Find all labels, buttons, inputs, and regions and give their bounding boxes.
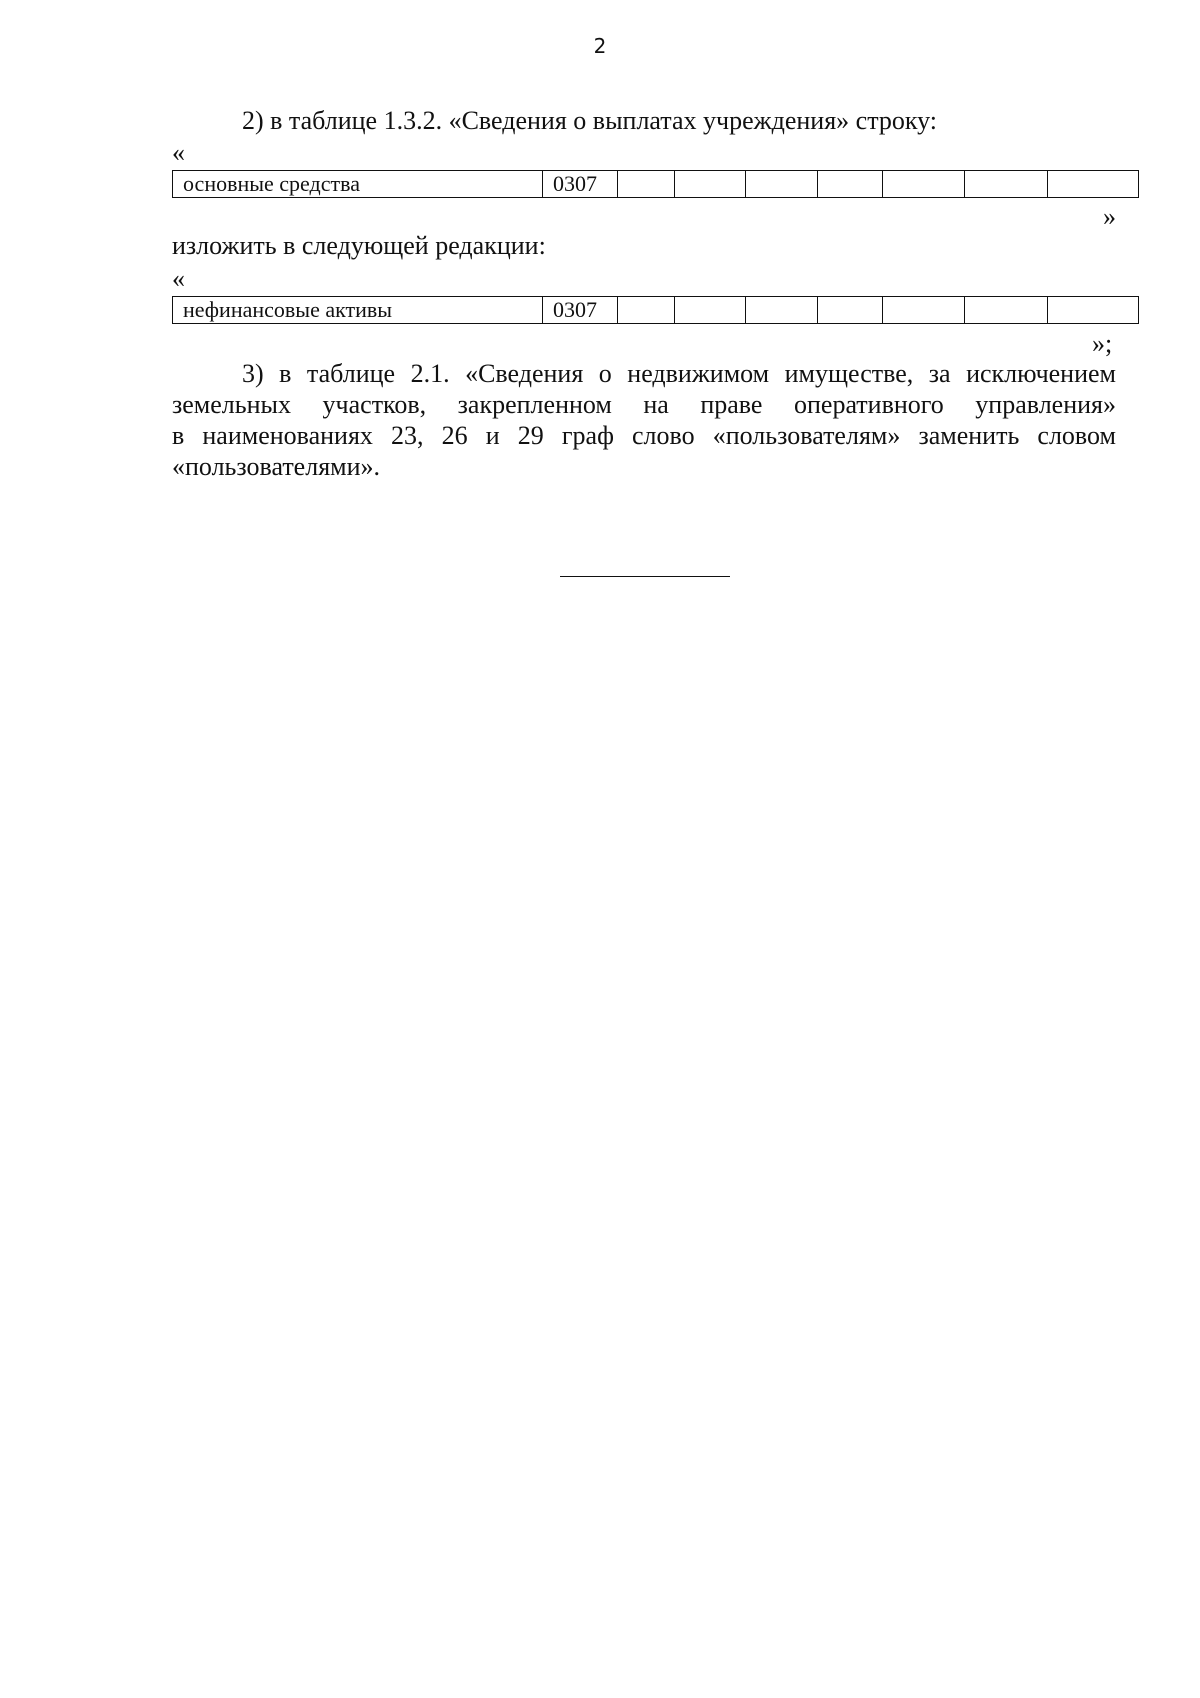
quote-close: »; (1092, 329, 1113, 358)
empty-cell (818, 171, 883, 198)
quote-open: « (172, 138, 185, 167)
table-row (173, 297, 1139, 324)
row-name-cell: нефинансовые активы (173, 297, 543, 324)
empty-cell (883, 297, 965, 324)
paragraph-line: 3) в таблице 2.1. «Сведения о недвижимом имуществе, за исключением (242, 359, 1116, 388)
quote-close: » (1103, 202, 1116, 231)
item-3-paragraph (172, 358, 1116, 482)
empty-cell (746, 171, 818, 198)
empty-cell (883, 171, 965, 198)
paragraph-line: «пользователями». (172, 452, 381, 481)
table-row (173, 171, 1139, 198)
paragraph-line: земельных участков, закрепленном на праве оперативного управления» (172, 390, 1116, 419)
empty-cell (618, 297, 675, 324)
replacement-row-table (172, 296, 1139, 324)
end-of-document-rule (560, 576, 730, 577)
empty-cell (818, 297, 883, 324)
row-code-cell: 0307 (543, 297, 618, 324)
empty-cell (965, 171, 1048, 198)
empty-cell (746, 297, 818, 324)
page-number: 2 (593, 34, 607, 58)
empty-cell (675, 171, 746, 198)
row-name-cell: основные средства (173, 171, 543, 198)
replacement-intro: изложить в следующей редакции: (172, 231, 546, 260)
empty-cell (1048, 171, 1139, 198)
empty-cell (675, 297, 746, 324)
quote-open: « (172, 264, 185, 293)
empty-cell (618, 171, 675, 198)
empty-cell (965, 297, 1048, 324)
paragraph-line: в наименованиях 23, 26 и 29 граф слово «пользователям» заменить словом (172, 421, 1116, 450)
empty-cell (1048, 297, 1139, 324)
original-row-table (172, 170, 1139, 198)
row-code-cell: 0307 (543, 171, 618, 198)
item-2-text: 2) в таблице 1.3.2. «Сведения о выплатах учреждения» строку: (242, 106, 938, 135)
